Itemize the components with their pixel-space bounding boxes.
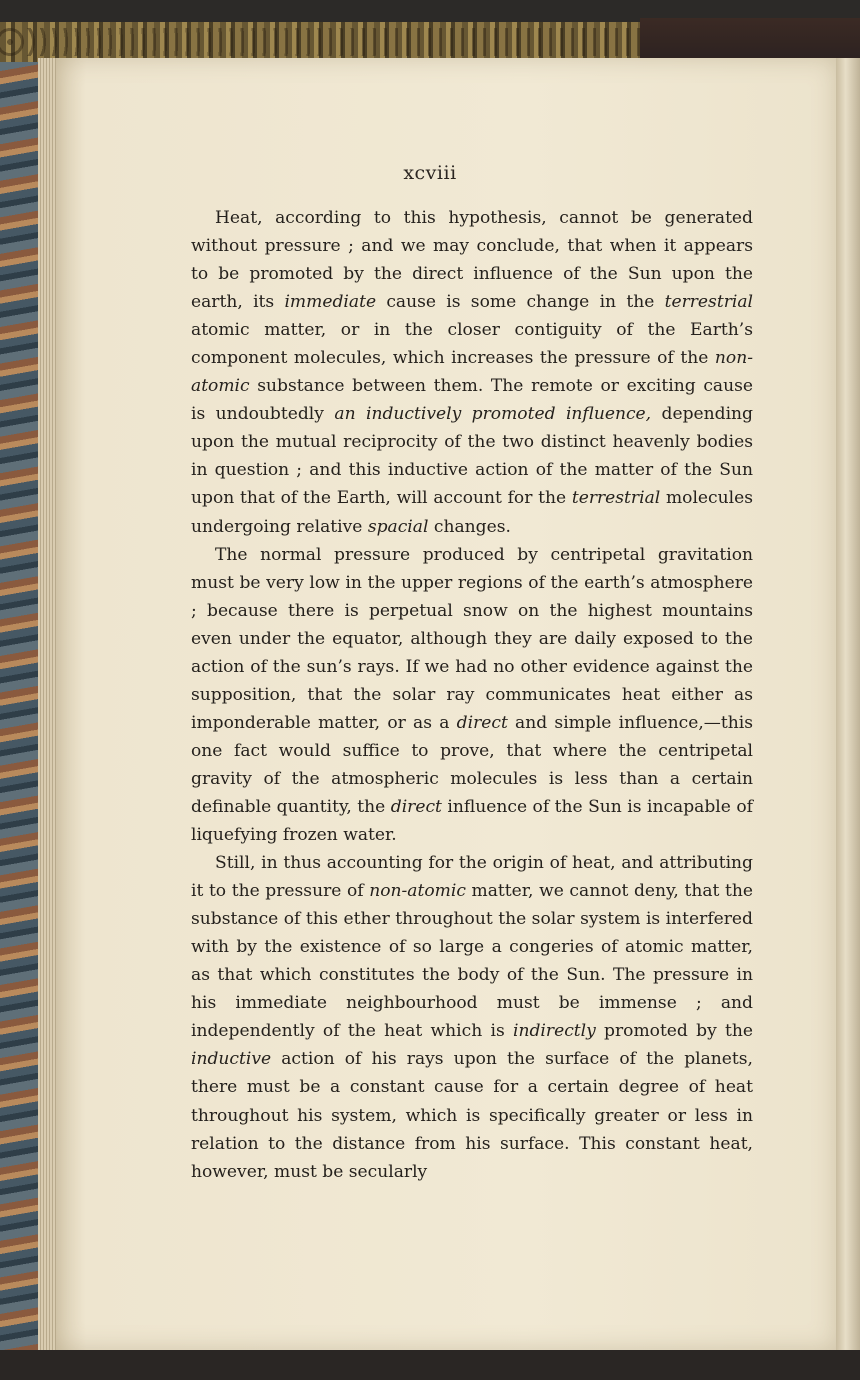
italic-text: direct — [456, 712, 508, 733]
paragraph — [191, 204, 753, 541]
body-text — [191, 204, 753, 1186]
italic-text: indirectly — [513, 1021, 596, 1042]
italic-text: terrestrial — [664, 292, 753, 313]
page-number: xcviii — [403, 162, 457, 184]
text-run: molecules undergoing relative — [191, 488, 753, 537]
bottom-background — [0, 1350, 860, 1380]
text-run: influence of the Sun is incapable of liquefying frozen water. — [191, 796, 753, 846]
right-page-edge — [836, 58, 860, 1352]
italic-text: terrestrial — [571, 488, 661, 509]
text-run: cause is some change in the — [376, 292, 665, 313]
paragraph — [191, 849, 753, 1186]
text-run: Still, in thus accounting for the origin of heat, and attributing it to the pressure of — [191, 853, 753, 902]
italic-text: direct — [390, 796, 442, 817]
text-run: Heat, according to this hypothesis, cannot be generated without pressure ; and we may conclude, that when it appears to be promoted by the direct influence of the Sun upon the earth, its — [191, 208, 753, 313]
text-run: matter, we cannot deny, that the substance of this ether throughout the solar system is interfered with by the existence of so large a congeries of atomic matter, as that which constitutes the body of the Sun. The pressure in his immediate neighbourhood must be immense ; and independently of the heat which is — [191, 881, 753, 1042]
text-run: The normal pressure produced by centripetal gravitation must be very low in the upper regions of the earth’s atmosphere ; because there is perpetual snow on the highest mountains even under the equator, although they are daily exposed to the action of the sun’s rays. If we had no other evidence against the supposition, that the solar ray communicates heat either as imponderable matter, or as a — [191, 544, 753, 733]
text-run: depending upon the mutual reciprocity of the two distinct heavenly bodies in question ; and this inductive action of the matter of the Sun upon that of the Earth, will account for the — [191, 404, 753, 509]
italic-text: non-atomic — [191, 348, 753, 397]
italic-text: an inductively promoted influence, — [334, 404, 652, 425]
text-run: substance between them. The remote or exciting cause is undoubtedly — [191, 376, 753, 425]
text-run: and simple influence,—this one fact would suffice to prove, that where the centripetal gravity of the atmospheric molecules is less than a certain definable quantity, the — [191, 712, 753, 817]
text-run: atomic matter, or in the closer contiguity of the Earth’s component molecules, which increases the pressure of the — [191, 320, 753, 369]
text-run: promoted by the — [595, 1021, 753, 1042]
italic-text: immediate — [284, 292, 377, 313]
italic-text: inductive — [191, 1049, 272, 1070]
italic-text: spacial — [367, 516, 429, 537]
text-run: action of his rays upon the surface of the planets, there must be a constant cause for a certain degree of heat throughout his system, which is specifically greater or less in relation to the distance from his surface. This constant heat, however, must be secularly — [191, 1049, 753, 1182]
paragraph — [191, 541, 753, 850]
text-run: changes. — [428, 516, 511, 537]
italic-text: non-atomic — [369, 881, 466, 902]
book-spine-edge — [640, 18, 860, 62]
